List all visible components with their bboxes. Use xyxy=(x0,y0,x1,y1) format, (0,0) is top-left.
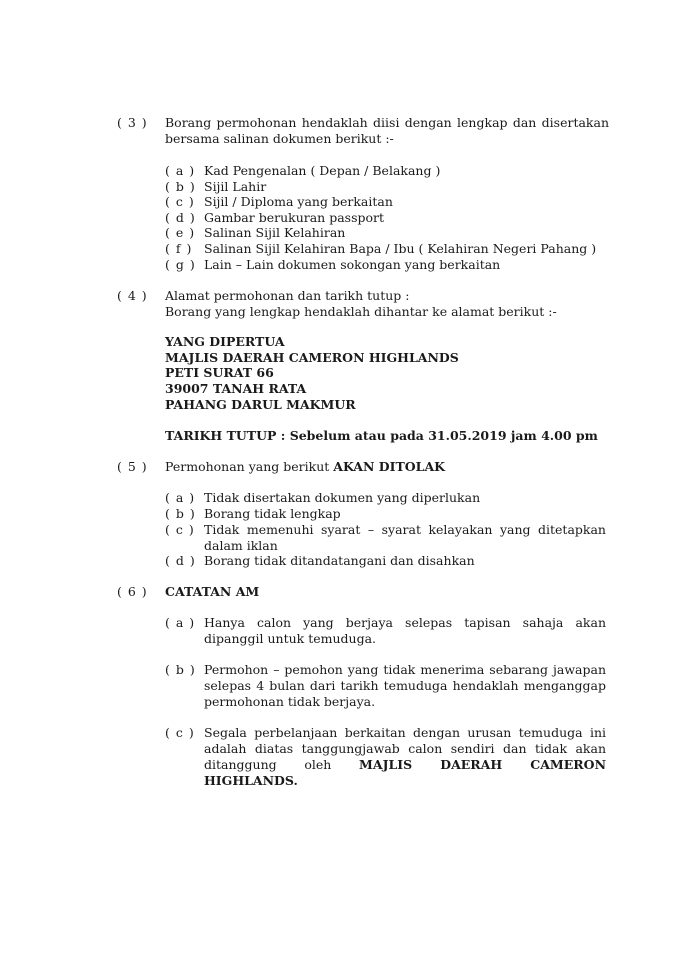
council-name: MAJLIS DAERAH CAMERON HIGHLANDS. xyxy=(204,757,606,788)
list-item: Permohon – pemohon yang tidak menerima sebarang jawapan selepas 4 bulan dari tarikh temuduga hendaklah menganggap permohonan tidak berjaya. xyxy=(204,662,606,709)
list-item: Tidak memenuhi syarat – syarat kelayakan yang ditetapkan dalam iklan xyxy=(204,522,606,553)
list-label: ( a ) xyxy=(165,163,196,178)
section-4-line-2: Borang yang lengkap hendaklah dihantar ke alamat berikut :- xyxy=(165,304,557,319)
section-6-number: ( 6 ) xyxy=(117,584,148,599)
list-item: Lain – Lain dokumen sokongan yang berkaitan xyxy=(204,257,501,272)
section-5-number: ( 5 ) xyxy=(117,459,148,474)
section-3-intro: Borang permohonan hendaklah diisi dengan lengkap dan disertakan bersama salinan dokumen berikut :- xyxy=(165,115,609,146)
list-item-text: Segala perbelanjaan berkaitan dengan urusan temuduga ini adalah diatas tanggungjawab calon sendiri dan tidak akan ditanggung oleh xyxy=(204,725,606,772)
list-label: ( g ) xyxy=(165,257,196,272)
list-item: Borang tidak ditandatangani dan disahkan xyxy=(204,553,475,568)
list-label: ( a ) xyxy=(165,490,196,505)
address-line: YANG DIPERTUA xyxy=(165,334,285,349)
list-label: ( c ) xyxy=(165,725,195,740)
section-5-intro xyxy=(165,459,609,475)
list-item: Sijil Lahir xyxy=(204,179,267,194)
address-line: MAJLIS DAERAH CAMERON HIGHLANDS xyxy=(165,350,459,365)
address-line: PETI SURAT 66 xyxy=(165,365,274,380)
list-item: Sijil / Diploma yang berkaitan xyxy=(204,194,393,209)
section-5-intro-emphasis: AKAN DITOLAK xyxy=(333,459,446,474)
list-label: ( f ) xyxy=(165,241,193,256)
list-item: Kad Pengenalan ( Depan / Belakang ) xyxy=(204,163,441,178)
list-label: ( c ) xyxy=(165,194,195,209)
list-label: ( d ) xyxy=(165,553,196,568)
list-label: ( a ) xyxy=(165,615,196,630)
section-4-line-1: Alamat permohonan dan tarikh tutup : xyxy=(165,288,410,303)
list-item: Salinan Sijil Kelahiran xyxy=(204,225,346,240)
section-3-number: ( 3 ) xyxy=(117,115,148,130)
list-label: ( e ) xyxy=(165,225,196,240)
address-line: PAHANG DARUL MAKMUR xyxy=(165,397,356,412)
list-label: ( b ) xyxy=(165,506,196,521)
list-item xyxy=(204,725,606,789)
list-item: Borang tidak lengkap xyxy=(204,506,341,521)
section-6-title: CATATAN AM xyxy=(165,584,260,599)
address-line: 39007 TANAH RATA xyxy=(165,381,307,396)
list-label: ( c ) xyxy=(165,522,195,537)
closing-date: TARIKH TUTUP : Sebelum atau pada 31.05.2019 jam 4.00 pm xyxy=(165,428,598,443)
section-5-intro-text: Permohonan yang berikut xyxy=(165,459,330,474)
list-label: ( b ) xyxy=(165,179,196,194)
list-label: ( b ) xyxy=(165,662,196,677)
list-item: Salinan Sijil Kelahiran Bapa / Ibu ( Kelahiran Negeri Pahang ) xyxy=(204,241,597,256)
list-item: Tidak disertakan dokumen yang diperlukan xyxy=(204,490,481,505)
list-label: ( d ) xyxy=(165,210,196,225)
list-item: Gambar berukuran passport xyxy=(204,210,385,225)
section-4-number: ( 4 ) xyxy=(117,288,148,303)
list-item: Hanya calon yang berjaya selepas tapisan sahaja akan dipanggil untuk temuduga. xyxy=(204,615,606,646)
